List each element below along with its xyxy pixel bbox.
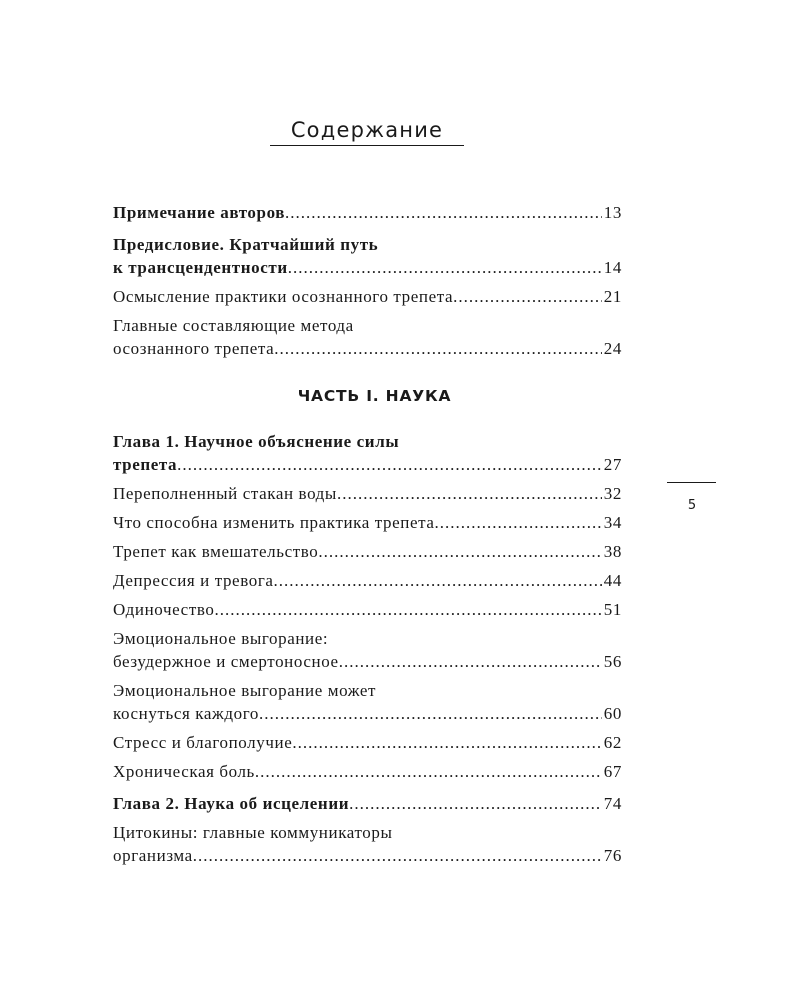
table-of-contents	[113, 201, 622, 873]
toc-entry-page-number: 67	[603, 762, 622, 781]
toc-entry-page-number: 34	[603, 513, 622, 532]
toc-entry	[113, 540, 622, 563]
toc-entry-title-line: Цитокины: главные коммуникаторы	[113, 823, 393, 842]
toc-entry	[113, 679, 622, 725]
toc-entry-title: трепета	[113, 455, 178, 474]
toc-entry	[113, 760, 622, 783]
toc-entry-page-number: 32	[603, 484, 622, 503]
page-number: 5	[687, 498, 697, 513]
toc-entry	[113, 598, 622, 621]
toc-entry	[113, 482, 622, 505]
toc-entry-page-number: 21	[603, 287, 622, 306]
toc-entry-row	[113, 540, 622, 563]
dot-leader	[274, 569, 602, 592]
dot-leader	[339, 650, 602, 673]
dot-leader	[288, 256, 602, 279]
dot-leader	[255, 760, 602, 783]
intro-entries	[113, 201, 622, 360]
toc-entry-row	[113, 702, 622, 725]
toc-entry-page-number: 62	[603, 733, 622, 752]
toc-entry-row	[113, 453, 622, 476]
toc-entry-page-number: 13	[603, 203, 622, 222]
toc-entry	[113, 233, 622, 279]
toc-entry-page-number: 76	[603, 846, 622, 865]
toc-entry-page-number: 51	[603, 600, 622, 619]
toc-entry-page-number: 27	[603, 455, 622, 474]
dot-leader	[193, 844, 602, 867]
toc-entry	[113, 430, 622, 476]
dot-leader	[285, 201, 602, 224]
toc-entry-title-line: Эмоциональное выгорание может	[113, 681, 377, 700]
toc-entry-row	[113, 731, 622, 754]
toc-entry-title-line: Эмоциональное выгорание:	[113, 629, 329, 648]
folio-rule	[667, 482, 716, 483]
toc-entry	[113, 731, 622, 754]
toc-entry	[113, 569, 622, 592]
toc-entry-row	[113, 511, 622, 534]
toc-entry-page-number: 56	[603, 652, 622, 671]
toc-entry-row	[113, 337, 622, 360]
toc-entry	[113, 821, 622, 867]
dot-leader	[318, 540, 601, 563]
toc-entry-title: Трепет как вмешательство	[113, 542, 319, 561]
toc-entry-page-number: 38	[603, 542, 622, 561]
toc-entry-title: осознанного трепета	[113, 339, 275, 358]
toc-entry-row	[113, 760, 622, 783]
toc-entry	[113, 511, 622, 534]
toc-entry-page-number: 24	[603, 339, 622, 358]
toc-entry-title: Одиночество	[113, 600, 215, 619]
toc-entry-title: Стресс и благополучие	[113, 733, 293, 752]
dot-leader	[274, 337, 602, 360]
page-title: Содержание	[270, 118, 464, 146]
toc-entry-title: Хроническая боль	[113, 762, 255, 781]
toc-entry-title: безудержное и смертоносное	[113, 652, 339, 671]
toc-entry-page-number: 14	[603, 258, 622, 277]
dot-leader	[337, 482, 602, 505]
toc-entry-title-line: Главные составляющие метода	[113, 316, 354, 335]
toc-entry	[113, 314, 622, 360]
dot-leader	[434, 511, 601, 534]
toc-entry-title: к трансцендентности	[113, 258, 288, 277]
part-title: ЧАСТЬ I. НАУКА	[297, 387, 452, 405]
toc-entry-title: Осмысление практики осознанного трепета	[113, 287, 454, 306]
toc-entry-page-number: 60	[603, 704, 622, 723]
toc-entry-title: Переполненный стакан воды	[113, 484, 337, 503]
toc-entry	[113, 285, 622, 308]
toc-entry	[113, 792, 622, 815]
toc-entry-title-line: Предисловие. Кратчайший путь	[113, 235, 379, 254]
dot-leader	[292, 731, 601, 754]
dot-leader	[349, 792, 602, 815]
toc-entry-title: коснуться каждого	[113, 704, 259, 723]
toc-entry-row	[113, 256, 622, 279]
toc-entry-title: организма	[113, 846, 193, 865]
toc-entry-title: Что способна изменить практика трепета	[113, 513, 435, 532]
dot-leader	[177, 453, 602, 476]
toc-entry	[113, 627, 622, 673]
dot-leader	[214, 598, 601, 621]
toc-entry-row	[113, 569, 622, 592]
toc-entry-row	[113, 598, 622, 621]
toc-entry-row	[113, 650, 622, 673]
toc-entry	[113, 201, 622, 224]
toc-entry-row	[113, 792, 622, 815]
toc-entry-row	[113, 201, 622, 224]
toc-entry-row	[113, 285, 622, 308]
toc-entry-title: Глава 2. Наука об исцелении	[113, 794, 350, 813]
toc-entry-row	[113, 844, 622, 867]
dot-leader	[259, 702, 602, 725]
toc-entry-page-number: 44	[603, 571, 622, 590]
toc-entry-title-line: Глава 1. Научное объяснение силы	[113, 432, 400, 451]
part-entries	[113, 430, 622, 867]
toc-entry-page-number: 74	[603, 794, 622, 813]
toc-entry-title: Примечание авторов	[113, 203, 286, 222]
toc-entry-row	[113, 482, 622, 505]
dot-leader	[453, 285, 602, 308]
toc-entry-title: Депрессия и тревога	[113, 571, 274, 590]
